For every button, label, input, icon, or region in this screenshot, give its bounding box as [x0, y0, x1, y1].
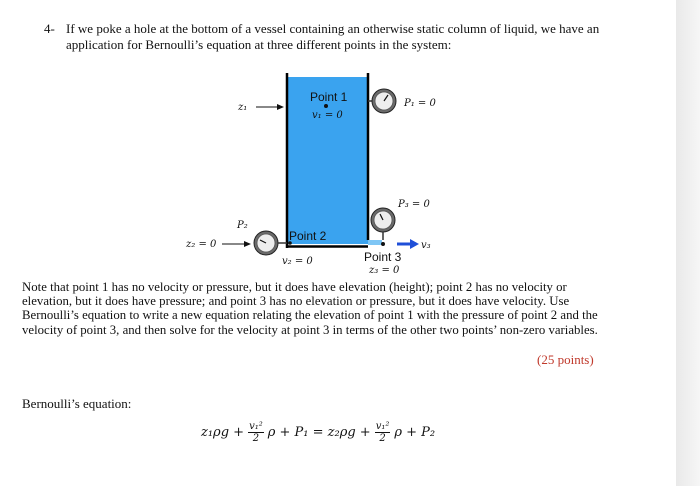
formula-fraction-2 [375, 421, 391, 444]
v2-label: v₂ = 0 [282, 256, 313, 267]
formula-fraction-1 [248, 421, 264, 444]
point3-dot [381, 242, 385, 246]
v3-arrowhead [410, 239, 419, 249]
v3-label: v₃ [421, 240, 431, 251]
points-value: (25 points) [537, 352, 594, 367]
point2-label: Point 2 [289, 229, 327, 243]
p3-label: P₃ = 0 [398, 199, 430, 210]
p2-label: P₂ [237, 220, 248, 231]
outlet-stream [368, 240, 382, 245]
point1-dot [324, 104, 328, 108]
v1-label: v₁ = 0 [312, 110, 343, 121]
p1-label: P₁ = 0 [404, 98, 436, 109]
z3-label: z₃ = 0 [369, 265, 400, 276]
p1-gauge-icon [368, 89, 396, 113]
bernoulli-formula [201, 421, 435, 444]
formula-lhs-term2: ρ + P₁ = z₂ρg + [267, 425, 371, 440]
formula-rhs-term2: ρ + P₂ [394, 425, 436, 440]
formula-lhs-term1: z₁ρg + [201, 425, 245, 440]
fraction-2-numerator: v₁² [375, 421, 390, 432]
p2-gauge-icon [254, 231, 287, 255]
fraction-1-numerator: v₁² [249, 421, 263, 432]
z1-arrowhead [277, 104, 284, 110]
point3-label: Point 3 [364, 250, 402, 264]
z1-label: z₁ [238, 102, 248, 113]
z2-label: z₂ = 0 [186, 239, 217, 250]
question-number: 4- [44, 21, 55, 36]
equation-label: Bernoulli’s equation: [22, 396, 132, 411]
fraction-2-denominator: 2 [379, 433, 386, 444]
point1-label: Point 1 [310, 90, 348, 104]
note-paragraph: Note that point 1 has no velocity or pressure, but it does have elevation (height); point 2 has no velocity or elevation, but it does have pressure; and point 3 has no elevation or pressure, but it does have velocity. Use Bernoulli’s equation to write a new equation relating the elevation of point 1 with the pressure of point 2 and the velocity of point 3, and then solve for the velocity at point 3 in terms of the other two points’ non-zero variables. [22, 280, 598, 337]
p3-gauge-icon [371, 208, 395, 240]
fraction-1-denominator: 2 [252, 433, 260, 444]
z2-arrowhead [244, 241, 251, 247]
question-text: If we poke a hole at the bottom of a vessel containing an otherwise static column of liquid, we have an application for Bernoulli’s equation at three different points in the system: [66, 21, 600, 52]
